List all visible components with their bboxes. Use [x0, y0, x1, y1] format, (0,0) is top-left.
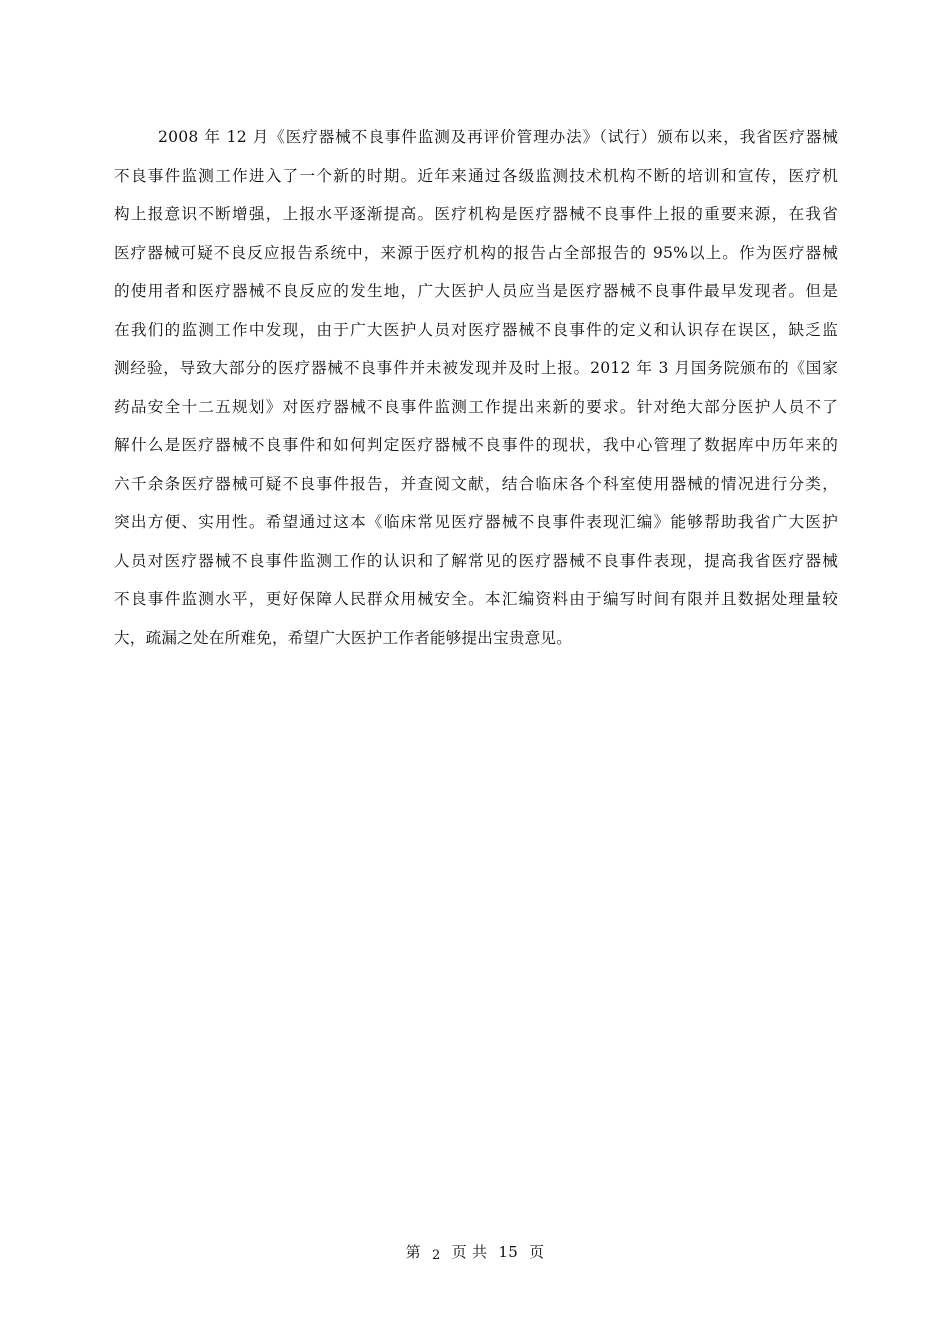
- current-page-number: 2: [431, 1248, 441, 1263]
- paragraph-line: 构上报意识不断增强，上报水平逐渐提高。医疗机构是医疗器械不良事件上报的重要来源，在我省: [114, 205, 838, 223]
- body-paragraph: [114, 118, 838, 657]
- paragraph-line: 在我们的监测工作中发现，由于广大医护人员对医疗器械不良事件的定义和认识存在误区，缺乏监: [114, 320, 838, 339]
- paragraph-line: 人员对医疗器械不良事件监测工作的认识和了解常见的医疗器械不良事件表现，提高我省医疗器械: [114, 551, 838, 570]
- footer-suffix: 页: [529, 1243, 545, 1261]
- paragraph-line: 解什么是医疗器械不良事件和如何判定医疗器械不良事件的现状，我中心管理了数据库中历年来的: [114, 436, 838, 454]
- paragraph-line: 不良事件监测工作进入了一个新的时期。近年来通过各级监测技术机构不断的培训和宣传，医疗机: [114, 166, 838, 185]
- page-footer: [0, 1238, 950, 1270]
- paragraph-line: 突出方便、实用性。希望通过这本《临床常见医疗器械不良事件表现汇编》能够帮助我省广大医护: [114, 513, 838, 531]
- paragraph-line: 大，疏漏之处在所难免，希望广大医护工作者能够提出宝贵意见。: [114, 628, 573, 647]
- paragraph-line: 的使用者和医疗器械不良反应的发生地，广大医护人员应当是医疗器械不良事件最早发现者。但是: [114, 282, 838, 300]
- paragraph-line: 测经验，导致大部分的医疗器械不良事件并未被发现并及时上报。2012 年 3 月国务院颁布的《国家: [114, 359, 838, 377]
- paragraph-line: 不良事件监测水平，更好保障人民群众用械安全。本汇编资料由于编写时间有限并且数据处理量较: [114, 590, 838, 608]
- paragraph-line: 六千余条医疗器械可疑不良事件报告，并查阅文献，结合临床各个科室使用器械的情况进行分类，: [114, 474, 838, 493]
- paragraph-line: 2008 年 12 月《医疗器械不良事件监测及再评价管理办法》（试行）颁布以来，我省医疗器械: [158, 128, 838, 146]
- paragraph-line: 药品安全十二五规划》对医疗器械不良事件监测工作提出来新的要求。针对绝大部分医护人员不了: [114, 397, 838, 416]
- paragraph-line: 医疗器械可疑不良反应报告系统中，来源于医疗机构的报告占全部报告的 95%以上。作为医疗器械: [114, 243, 838, 262]
- total-pages-number: 15: [498, 1243, 519, 1261]
- footer-middle: 页 共: [451, 1243, 488, 1261]
- footer-prefix: 第: [405, 1243, 421, 1261]
